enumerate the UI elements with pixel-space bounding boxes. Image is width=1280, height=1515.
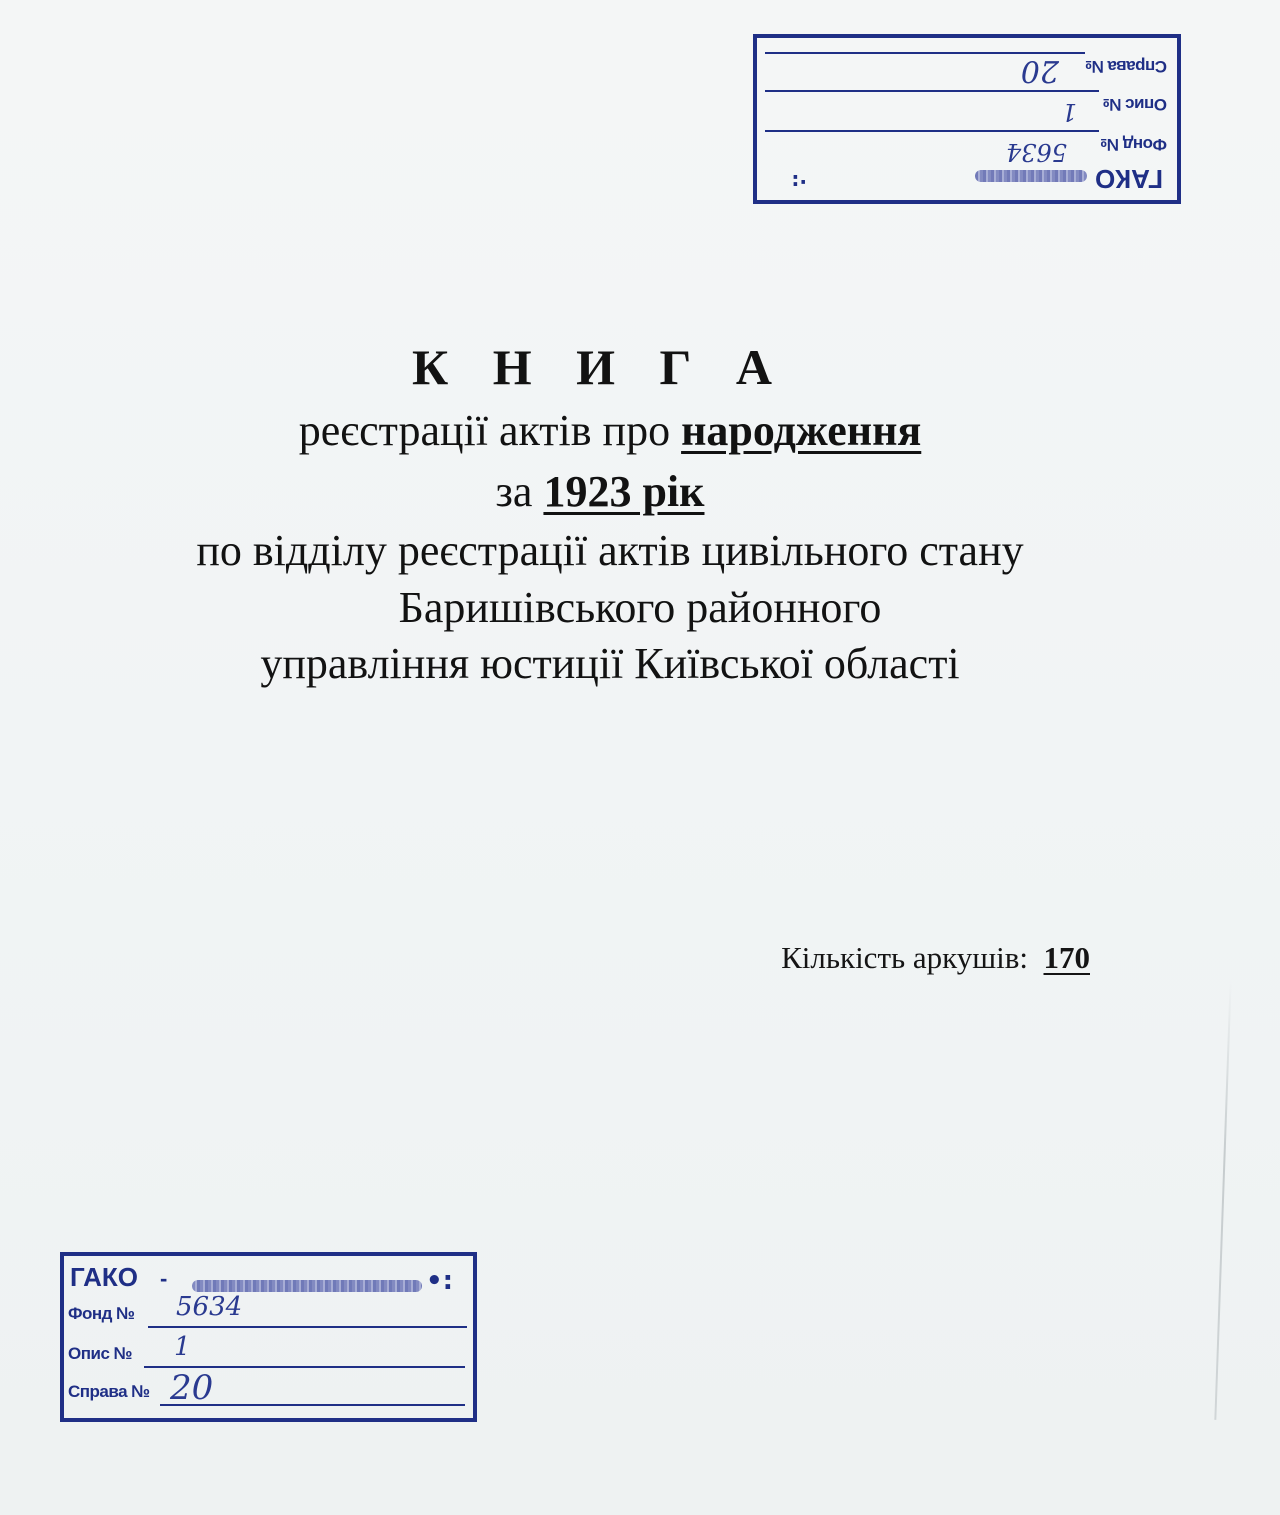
stamp-sprava-label: Справа №: [68, 1382, 150, 1401]
stamp-sprava-label: Справа №: [1085, 57, 1167, 76]
stamp-ink-dots: ·:: [791, 170, 807, 194]
stamp-title: ГАКО: [1095, 164, 1163, 194]
sheet-count-label: Кількість аркушів:: [781, 940, 1028, 975]
stamp-fond-value: 5634: [176, 1292, 243, 1322]
stamp-opys-label: Опис №: [68, 1344, 133, 1363]
stamp-fond-value: 5634: [1005, 138, 1067, 166]
record-type: народження: [681, 406, 922, 455]
document-subtitle-line1: [250, 405, 970, 457]
document-subtitle-line3: по відділу реєстрації актів цивільного стану: [196, 526, 1024, 575]
stamp-opys-value: 1: [1061, 98, 1077, 126]
document-title: К Н И Г А: [412, 339, 788, 395]
line2-prefix: за: [495, 467, 544, 516]
document-subtitle-line4: Баришівського районного: [398, 583, 882, 632]
stamp-sprava-value: 20: [1020, 53, 1059, 88]
stamp-opys-value: 1: [174, 1332, 191, 1362]
stamp-fond-label: Фонд №: [68, 1304, 135, 1323]
stamp-fond-label: Фонд №: [1100, 135, 1167, 154]
stamp-opys-label: Опис №: [1102, 95, 1167, 114]
stamp-fond-line: [765, 130, 1099, 132]
stamp-title: ГАКО: [70, 1262, 138, 1292]
sheet-count: [700, 940, 1090, 976]
line1-prefix: реєстрації актів про: [298, 406, 682, 455]
stamp-redaction-scribble: [975, 170, 1087, 182]
stamp-dash: -: [160, 1266, 167, 1291]
record-year: 1923 рік: [543, 467, 705, 516]
stamp-ink-dots: •:: [426, 1266, 454, 1296]
sheet-count-value: 170: [1043, 940, 1090, 975]
archive-stamp-bottom: [60, 1252, 477, 1422]
stamp-redaction-scribble: [192, 1280, 422, 1292]
paper-fold-line: [1214, 980, 1231, 1420]
document-subtitle-line5: управління юстиції Київської області: [260, 639, 960, 688]
stamp-opys-line: [765, 90, 1099, 92]
stamp-fond-line: [148, 1326, 467, 1328]
stamp-sprava-value: 20: [170, 1368, 214, 1408]
archive-stamp-top: [753, 34, 1181, 204]
document-subtitle-line2: [240, 466, 960, 518]
